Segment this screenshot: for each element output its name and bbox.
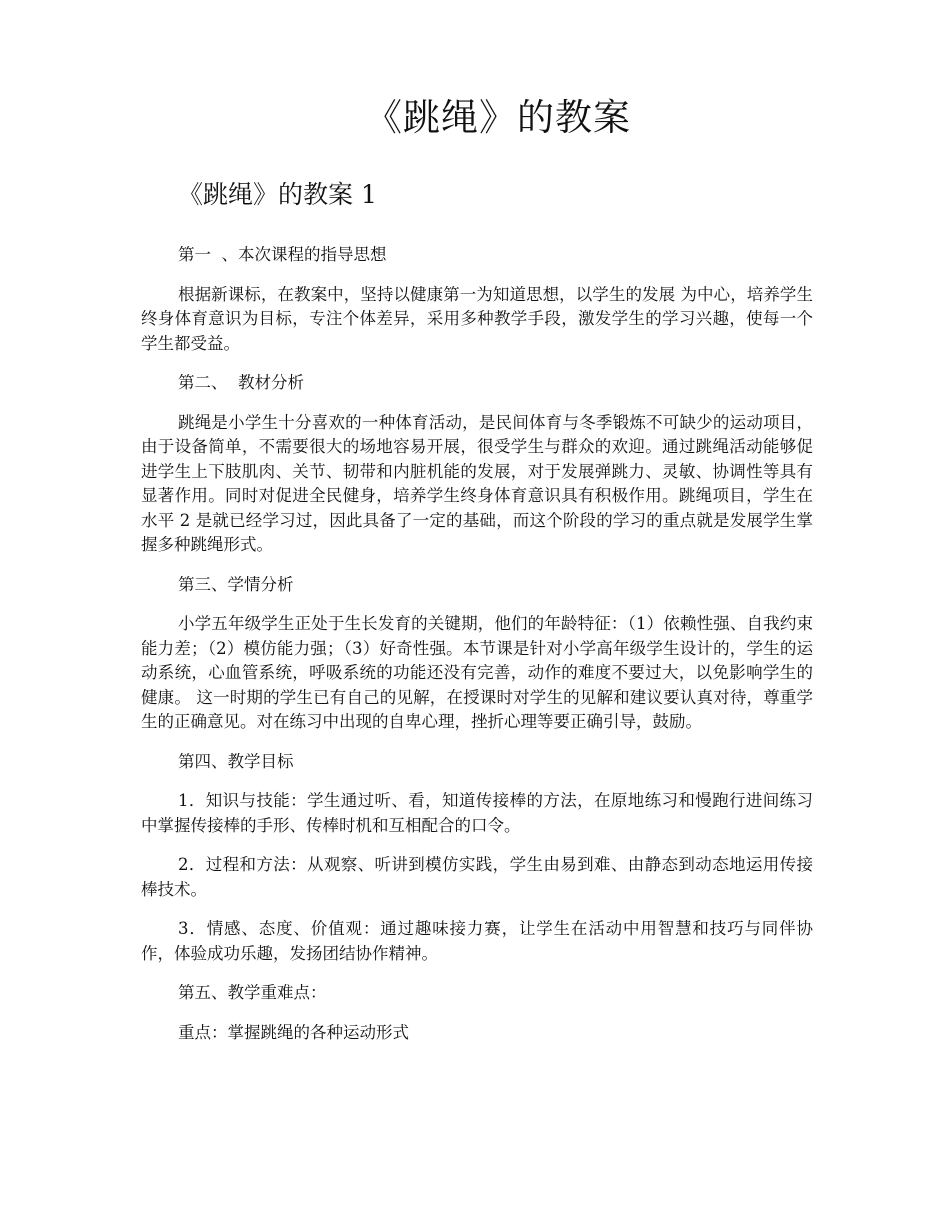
- paragraph-key-point: 重点：掌握跳绳的各种运动形式: [178, 1022, 409, 1042]
- paragraph-goal-attitude: 3．情感、态度、价值观：通过趣味接力赛，让学生在活动中用智慧和技巧与同伴协作，体验成功乐趣，发扬团结协作精神。: [141, 919, 813, 963]
- lesson-plan-subtitle: 《跳绳》的教案 1: [178, 180, 377, 209]
- document-title: 《跳绳》的教案: [365, 96, 631, 139]
- paragraph-goal-knowledge: 1．知识与技能：学生通过听、看，知道传接棒的方法，在原地练习和慢跑行进间练习中掌握传接棒的手形、传棒时机和互相配合的口令。: [141, 791, 813, 835]
- paragraph-student-analysis: 小学五年级学生正处于生长发育的关键期，他们的年龄特征：（1）依赖性强、自我约束能力差；（2）模仿能力强；（3）好奇性强。本节课是针对小学高年级学生设计的，学生的运动系统，心血管系统，呼吸系统的功能还没有完善，动作的难度不要过大，以免影响学生的健康。 这一时期的学生已有自己的见解，在授课时对学生的见解和建议要认真对待，尊重学生的正确意见。对在练习中出现的自卑心理，挫折心理等要正确引导，鼓励。: [141, 614, 813, 731]
- paragraph-material-analysis: 跳绳是小学生十分喜欢的一种体育活动，是民间体育与冬季锻炼不可缺少的运动项目，由于设备简单，不需要很大的场地容易开展，很受学生与群众的欢迎。通过跳绳活动能够促进学生上下肢肌肉、关节、韧带和内脏机能的发展，对于发展弹跳力、灵敏、协调性等具有显著作用。同时对促进全民健身，培养学生终身体育意识具有积极作用。跳绳项目，学生在水平 2 是就已经学习过，因此具备了一定的基础，而这个阶段的学习的重点就是发展学生掌握多种跳绳形式。: [141, 412, 813, 554]
- document-body: [141, 243, 813, 1060]
- section-heading-key-points: 第五、教学重难点：: [178, 983, 327, 1002]
- section-heading-material-analysis: 第二、 教材分析: [178, 373, 304, 392]
- section-heading-student-analysis: 第三、学情分析: [178, 574, 294, 594]
- section-heading-guiding-thought: 第一 、本次课程的指导思想: [178, 245, 387, 264]
- paragraph-goal-process: 2．过程和方法：从观察、听讲到模仿实践，学生由易到难、由静态到动态地运用传接棒技术。: [141, 855, 813, 899]
- paragraph-guiding-thought: 根据新课标，在教案中，坚持以健康第一为知道思想，以学生的发展 为中心，培养学生终身体育意识为目标，专注个体差异，采用多种教学手段，激发学生的学习兴趣，使每一个学生都受益。: [141, 284, 813, 353]
- section-heading-teaching-goals: 第四、教学目标: [178, 751, 294, 771]
